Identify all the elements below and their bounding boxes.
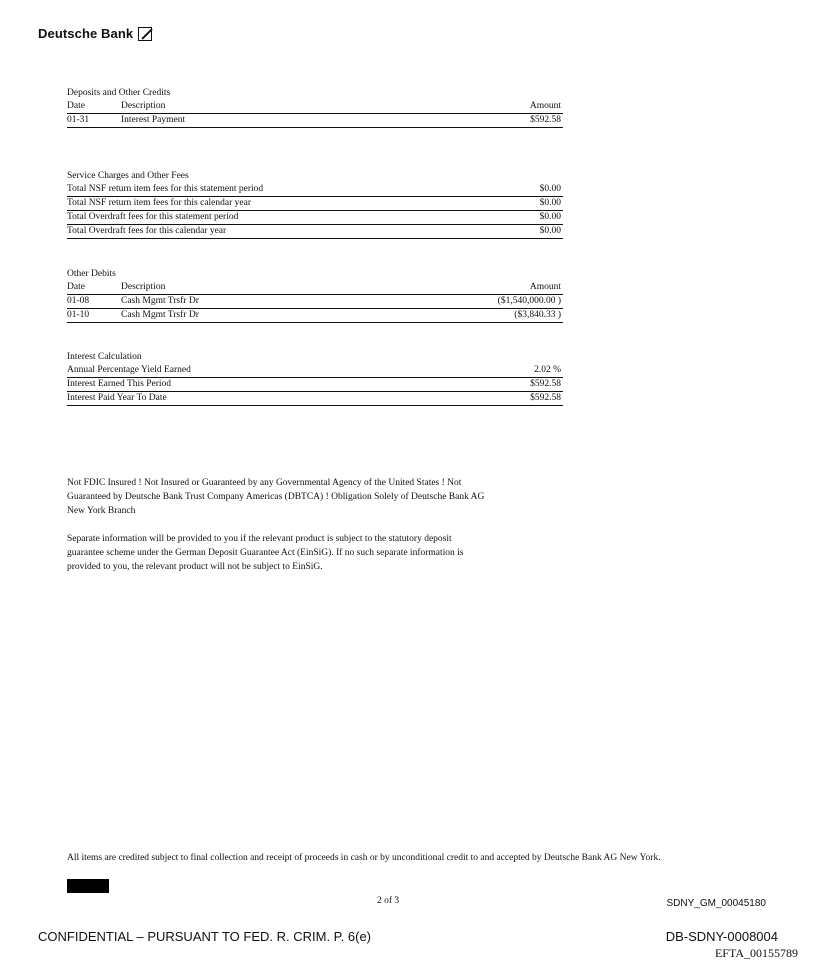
table-row <box>67 392 563 406</box>
row-label: Interest Earned This Period <box>67 379 172 389</box>
disclaimer-line: New York Branch <box>67 506 136 516</box>
row-date: 01-31 <box>67 115 90 125</box>
debits-section <box>67 268 563 323</box>
table-row <box>67 225 563 239</box>
row-amount: $592.58 <box>530 115 561 125</box>
col-description: Description <box>121 282 166 292</box>
debits-title: Other Debits <box>67 269 116 279</box>
brand-name: Deutsche Bank <box>38 26 134 41</box>
col-description: Description <box>121 101 166 111</box>
row-value: $592.58 <box>530 379 561 389</box>
row-description: Cash Mgmt Trsfr Dr <box>121 310 199 320</box>
row-value: $0.00 <box>539 212 561 222</box>
table-row <box>67 295 563 309</box>
table-row <box>67 197 563 211</box>
row-value: $592.58 <box>530 393 561 403</box>
disclaimer-line: guarantee scheme under the German Deposit Guarantee Act (EinSiG). If no such separate information is <box>67 548 464 558</box>
row-label: Interest Paid Year To Date <box>67 393 167 403</box>
col-amount: Amount <box>529 101 561 111</box>
row-value: 2.02 % <box>534 365 561 375</box>
fees-title: Service Charges and Other Fees <box>67 171 189 181</box>
row-value: $0.00 <box>539 198 561 208</box>
bates-efta: EFTA_00155789 <box>714 946 798 960</box>
table-row <box>67 378 563 392</box>
col-amount: Amount <box>529 282 561 292</box>
table-row <box>67 211 563 225</box>
row-value: $0.00 <box>539 184 561 194</box>
row-label: Total Overdraft fees for this calendar year <box>67 226 227 236</box>
deutsche-bank-slash-icon <box>138 27 152 41</box>
page-number: 2 of 3 <box>377 896 400 906</box>
row-description: Cash Mgmt Trsfr Dr <box>121 296 199 306</box>
row-date: 01-08 <box>67 296 90 306</box>
row-label: Total NSF return item fees for this statement period <box>67 184 264 194</box>
row-value: $0.00 <box>539 226 561 236</box>
table-row <box>67 183 563 197</box>
einsig-disclaimer <box>67 532 537 574</box>
row-label: Annual Percentage Yield Earned <box>67 365 191 375</box>
interest-section <box>67 351 563 406</box>
deposits-title: Deposits and Other Credits <box>67 88 171 98</box>
deposits-section <box>67 87 563 128</box>
bates-db: DB-SDNY-0008004 <box>665 929 778 944</box>
row-label: Total Overdraft fees for this statement period <box>67 212 239 222</box>
deposits-header-row <box>67 100 563 114</box>
table-row <box>67 364 563 378</box>
disclaimer-line: Not FDIC Insured ! Not Insured or Guaranteed by any Governmental Agency of the United States ! Not <box>67 478 462 488</box>
table-row <box>67 114 563 128</box>
deutsche-bank-logo <box>38 26 152 41</box>
row-description: Interest Payment <box>121 115 186 125</box>
confidential-notice: CONFIDENTIAL – PURSUANT TO FED. R. CRIM. P. 6(e) <box>38 929 372 944</box>
col-date: Date <box>67 282 85 292</box>
debits-header-row <box>67 281 563 295</box>
footer-note: All items are credited subject to final collection and receipt of proceeds in cash or by unconditional credit to and accepted by Deutsche Bank AG New York. <box>67 853 661 863</box>
bates-sdny: SDNY_GM_00045180 <box>666 898 766 909</box>
col-date: Date <box>67 101 85 111</box>
row-amount: ($3,840.33 ) <box>514 310 561 320</box>
fdic-disclaimer <box>67 476 537 518</box>
row-label: Total NSF return item fees for this calendar year <box>67 198 251 208</box>
disclaimer-line: Guaranteed by Deutsche Bank Trust Company Americas (DBTCA) ! Obligation Solely of Deutsche Bank AG <box>67 492 485 502</box>
disclaimer-line: provided to you, the relevant product will not be subject to EinSiG. <box>67 562 323 572</box>
fees-section <box>67 170 563 239</box>
redaction-block <box>67 879 109 893</box>
table-row <box>67 309 563 323</box>
disclaimer-line: Separate information will be provided to you if the relevant product is subject to the statutory deposit <box>67 534 452 544</box>
row-amount: ($1,540,000.00 ) <box>497 296 561 306</box>
interest-title: Interest Calculation <box>67 352 142 362</box>
row-date: 01-10 <box>67 310 90 320</box>
